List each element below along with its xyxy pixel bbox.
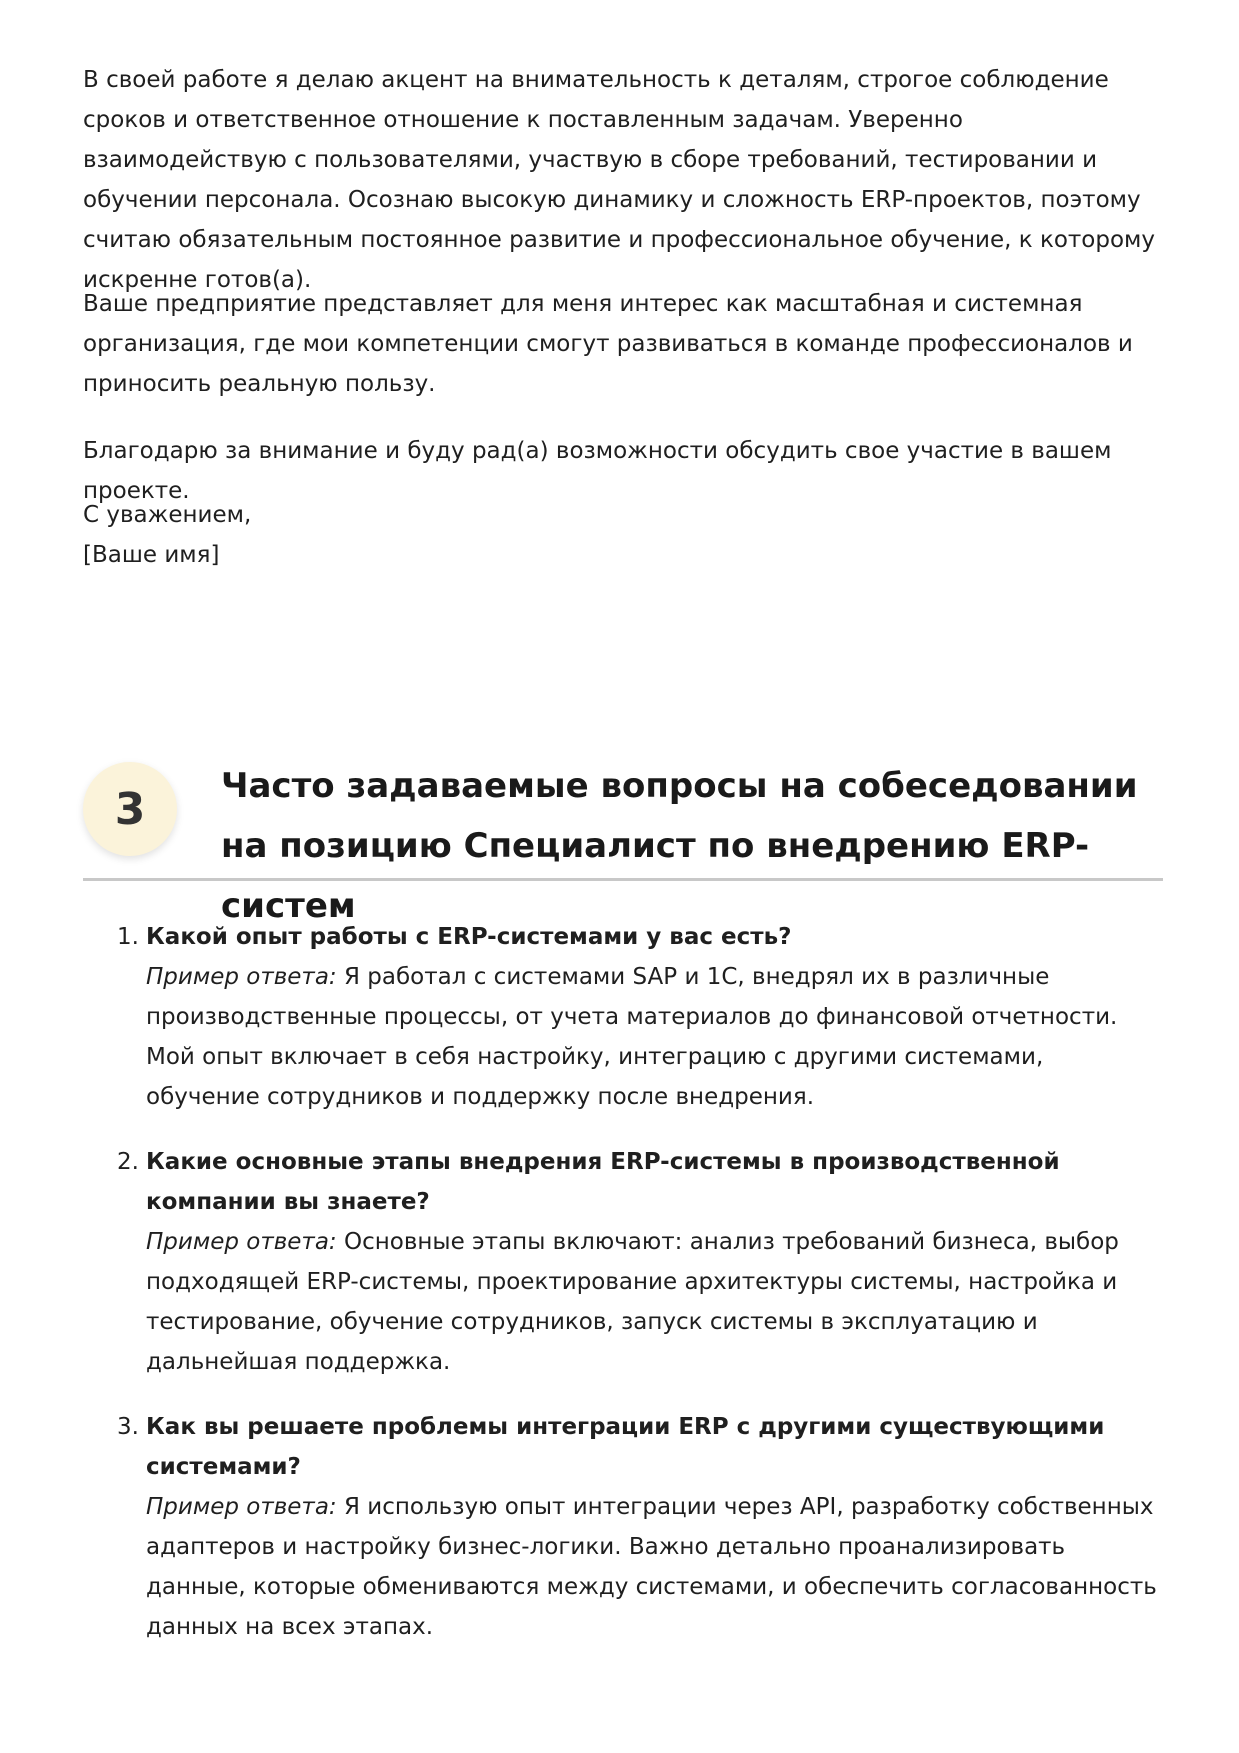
answer-label: Пример ответа: <box>146 1494 337 1520</box>
signature-block <box>83 495 251 575</box>
intro-paragraph-3: Благодарю за внимание и буду рад(а) возможности обсудить свое участие в вашем проекте. <box>83 438 1112 504</box>
answer-text: Основные этапы включают: анализ требований бизнеса, выбор подходящей ERP-системы, проектирование архитектуры системы, настройка и тестирование, обучение сотрудников, запуск системы в эксплуатацию и дальнейшая поддержка. <box>146 1229 1119 1375</box>
faq-answer <box>146 957 1163 1117</box>
faq-question: Какой опыт работы с ERP-системами у вас есть? <box>146 924 792 950</box>
signature-name: [Ваше имя] <box>83 542 220 568</box>
section-divider <box>83 878 1163 881</box>
intro-paragraph-1: В своей работе я делаю акцент на внимательность к деталям, строгое соблюдение сроков и ответственное отношение к поставленным задачам. Уверенно взаимодействую с пользователями, участвую в сборе требований, тестировании и обучении персонала. Осознаю высокую динамику и сложность ERP-проектов, поэтому считаю обязательным постоянное развитие и профессиональное обучение, к которому искренне готов(а). <box>83 67 1156 293</box>
intro-paragraph-2: Ваше предприятие представляет для меня интерес как масштабная и системная организация, где мои компетенции смогут развиваться в команде профессионалов и приносить реальную пользу. <box>83 291 1133 397</box>
faq-item-2 <box>83 1142 1163 1382</box>
answer-label: Пример ответа: <box>146 1229 337 1255</box>
answer-text: Я использую опыт интеграции через API, разработку собственных адаптеров и настройку бизнес-логики. Важно детально проанализировать данные, которые обмениваются между системами, и обеспечить согласованность данных на всех этапах. <box>146 1494 1157 1640</box>
answer-label: Пример ответа: <box>146 964 337 990</box>
faq-number: 3. <box>117 1414 139 1440</box>
faq-number: 2. <box>117 1149 139 1175</box>
faq-item-3 <box>83 1407 1163 1647</box>
faq-question: Как вы решаете проблемы интеграции ERP с другими существующими системами? <box>146 1414 1105 1480</box>
section-title: Часто задаваемые вопросы на собеседовании на позицию Специалист по внедрению ERP-систем <box>221 766 1138 926</box>
faq-number: 1. <box>117 924 139 950</box>
faq-item-1 <box>83 917 1163 1117</box>
section-number-badge: 3 <box>83 762 177 856</box>
faq-answer <box>146 1487 1163 1647</box>
faq-list <box>83 917 1163 1672</box>
answer-text: Я работал с системами SAP и 1С, внедрял их в различные производственные процессы, от учета материалов до финансовой отчетности. Мой опыт включает в себя настройку, интеграцию с другими системами, обучение сотрудников и поддержку после внедрения. <box>146 964 1118 1110</box>
closing-line: С уважением, <box>83 502 252 528</box>
section-header <box>83 752 1163 926</box>
faq-question: Какие основные этапы внедрения ERP-системы в производственной компании вы знаете? <box>146 1149 1060 1215</box>
faq-answer <box>146 1222 1163 1382</box>
